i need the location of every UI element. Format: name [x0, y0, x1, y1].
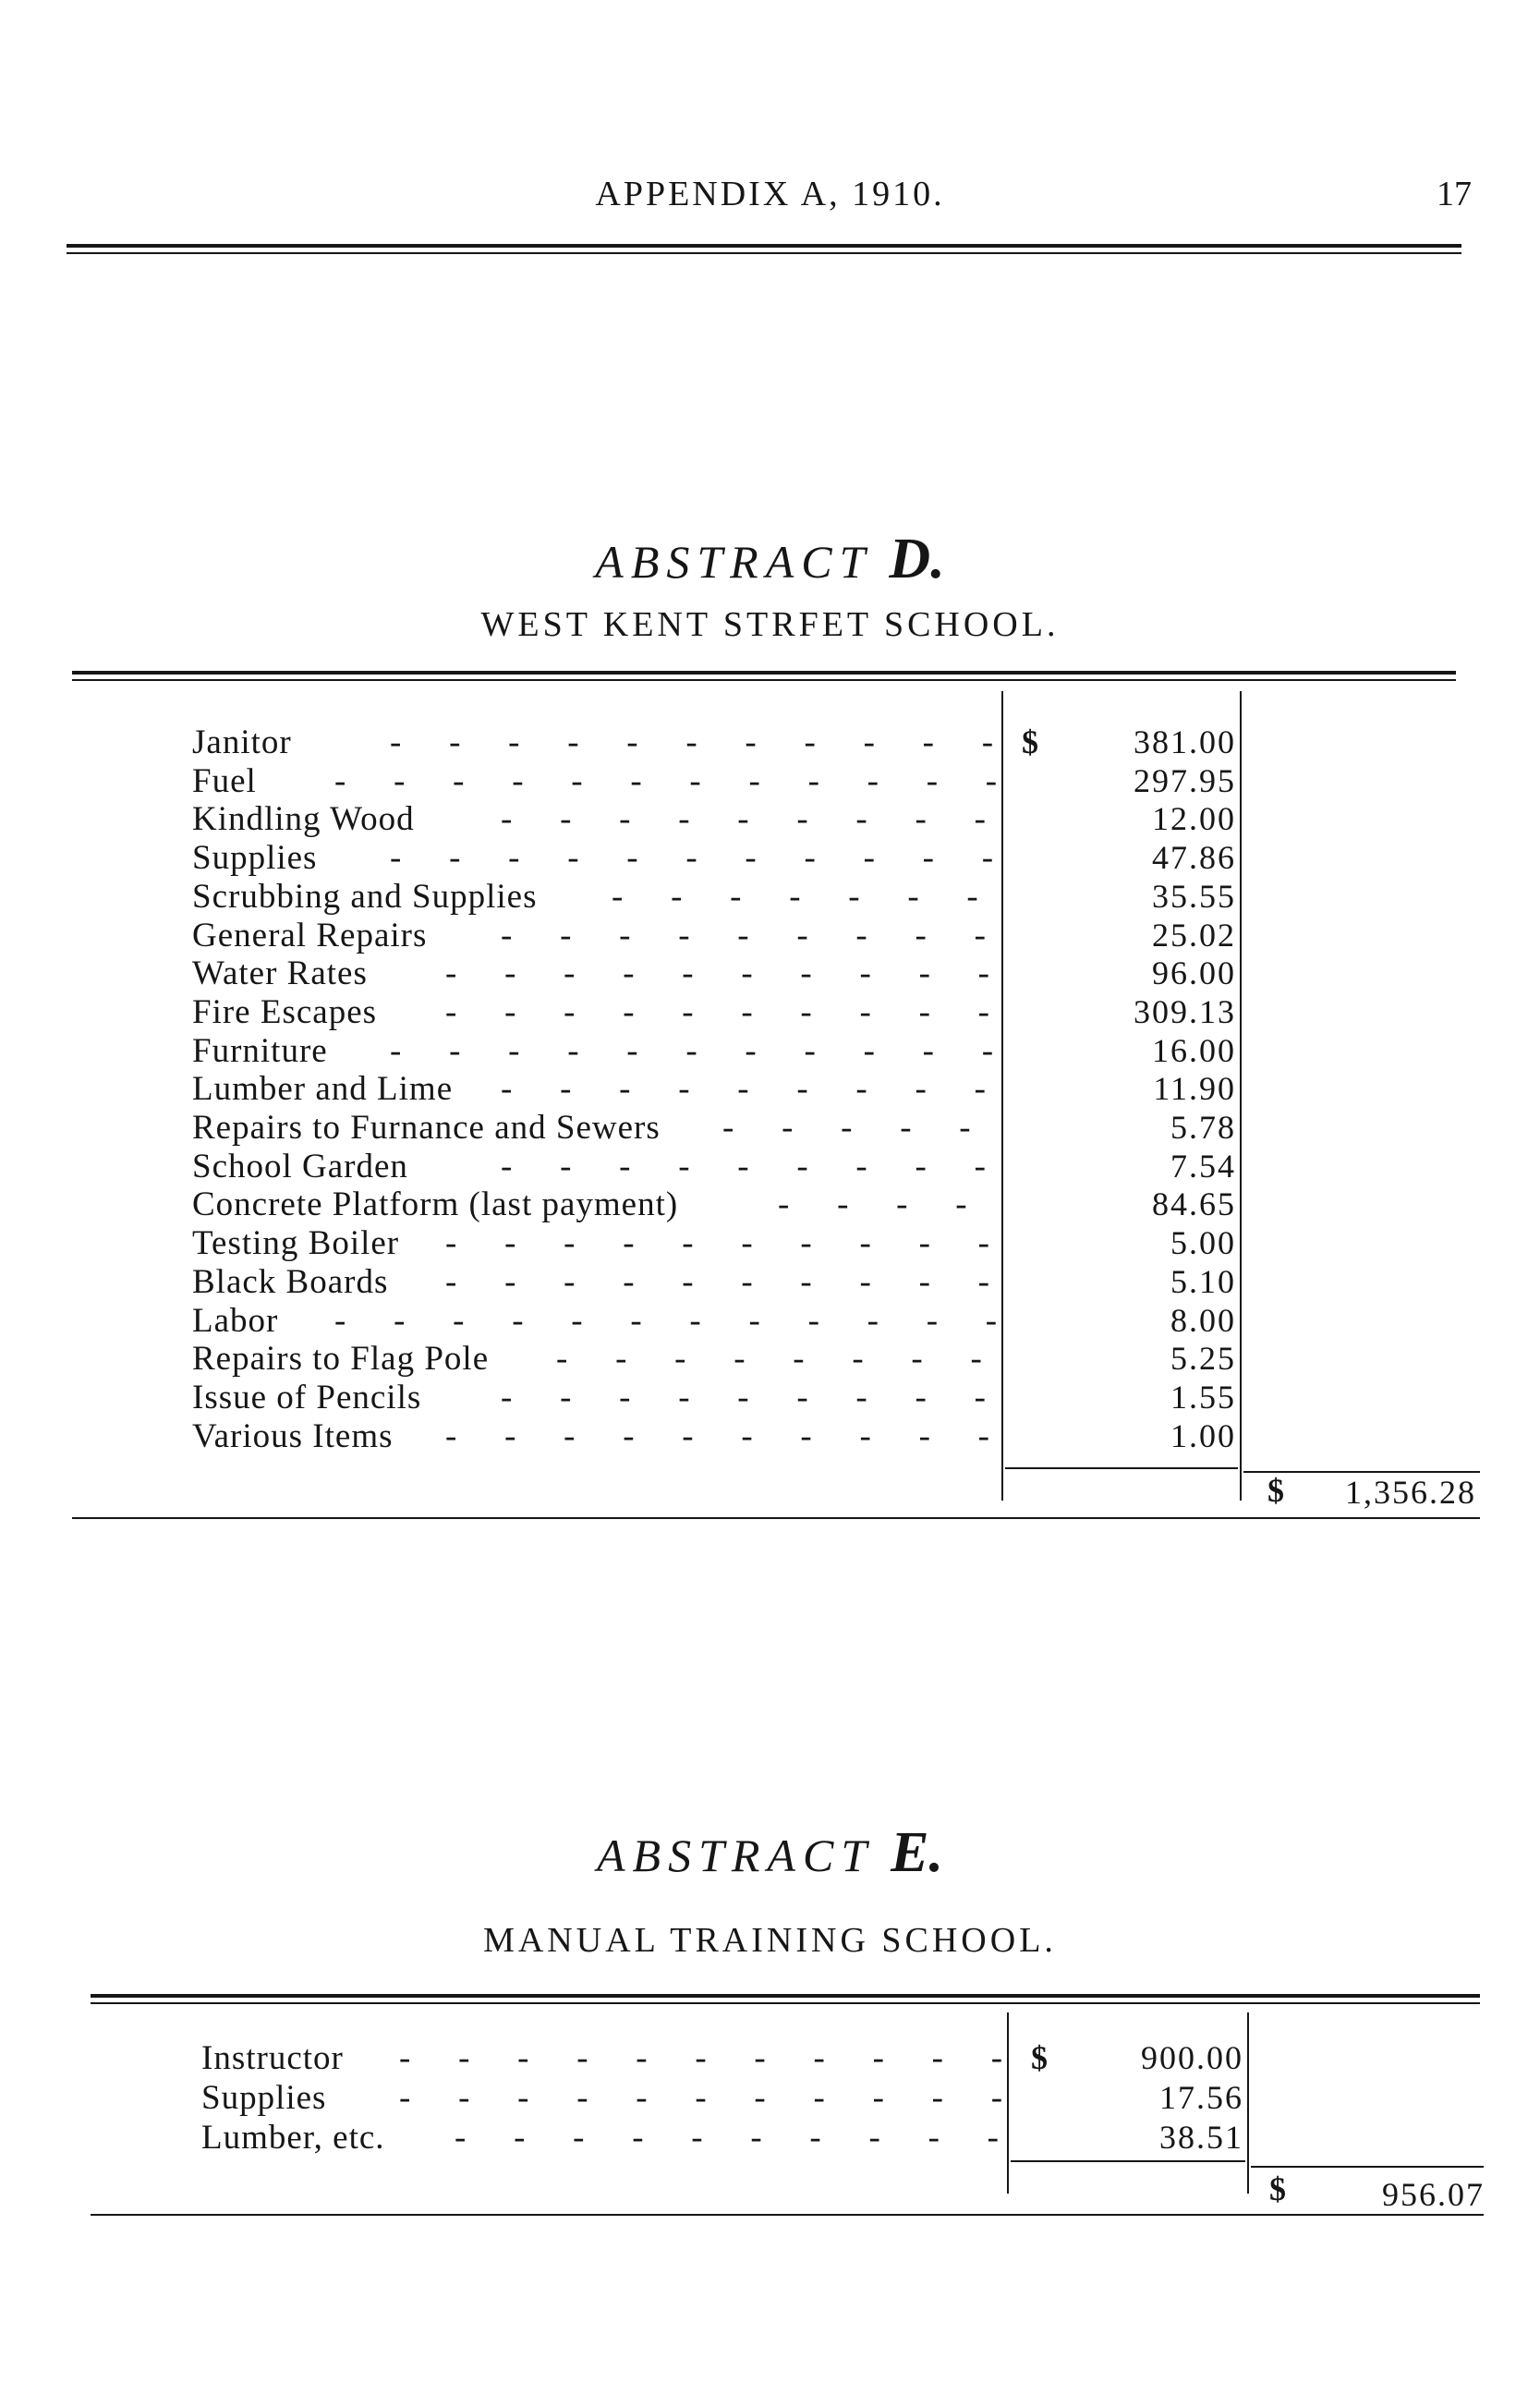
abstract-d-item-row [0, 992, 1540, 1031]
abstract-d-item-leader-dashes: - - - - - - - - - - - [390, 1031, 1000, 1070]
abstract-d-item-row [0, 761, 1540, 800]
running-head [0, 174, 1540, 220]
abstract-e-item-leader-dashes: - - - - - - - - - - - [399, 2079, 1009, 2117]
abstract-d-item-label: Repairs to Flag Pole [192, 1340, 490, 1379]
abstract-e-item-label: Supplies [201, 2079, 327, 2117]
abstract-d-item-label: Repairs to Furnance and Sewers [192, 1109, 661, 1147]
abstract-e-item-label: Instructor [201, 2039, 344, 2077]
abstract-d-bottom-rule [72, 1517, 1480, 1519]
abstract-e-item-amount: 900.00 [1141, 2039, 1243, 2076]
abstract-d-item-row [0, 1378, 1540, 1416]
abstract-d-item-leader-dashes: - - - - - - - - - [501, 800, 991, 839]
abstract-d-item-amount: 5.10 [1170, 1262, 1236, 1300]
abstract-d-item-row [0, 1069, 1540, 1108]
abstract-e-currency-sign: $ [1031, 2039, 1048, 2076]
abstract-e-total: 956.07 [1382, 2176, 1485, 2213]
abstract-d-item-row [0, 877, 1540, 916]
abstract-d-item-amount: 8.00 [1170, 1301, 1236, 1339]
abstract-d-item-row [0, 799, 1540, 838]
abstract-d-item-label: Various Items [192, 1416, 394, 1455]
abstract-d-column-rule-right [1240, 691, 1242, 1501]
abstract-d-column-rule-left [1001, 691, 1003, 1501]
abstract-d-item-leader-dashes: - - - - - - - - - - [445, 1416, 995, 1455]
abstract-d-item-row [0, 1031, 1540, 1070]
abstract-e-subtotal-rule [1011, 2160, 1245, 2162]
abstract-d-item-amount: 35.55 [1152, 877, 1236, 915]
abstract-e-item-row [0, 2038, 1540, 2077]
abstract-d-item-amount: 381.00 [1134, 723, 1236, 760]
abstract-d-item-leader-dashes: - - - - - - - - - - - [390, 723, 1000, 761]
abstract-d-item-leader-dashes: - - - - [778, 1185, 973, 1224]
abstract-d-item-amount: 12.00 [1152, 800, 1236, 838]
abstract-d-top-rule [72, 671, 1456, 681]
abstract-d-item-label: Lumber and Lime [192, 1070, 454, 1109]
abstract-d-item-row [0, 1223, 1540, 1262]
abstract-e-item-label: Lumber, etc. [201, 2119, 385, 2157]
abstract-d-letter: D. [889, 528, 945, 590]
abstract-d-item-leader-dashes: - - - - - - - - - [501, 1378, 991, 1416]
abstract-d-item-leader-dashes: - - - - - - - - - - [445, 1262, 995, 1301]
abstract-d-total-currency-sign: $ [1267, 1472, 1284, 1509]
abstract-d-item-amount: 25.02 [1152, 916, 1236, 954]
abstract-d-item-label: Black Boards [192, 1262, 389, 1301]
abstract-d-item-row [0, 1339, 1540, 1378]
abstract-d-item-amount: 96.00 [1152, 954, 1236, 992]
abstract-d-item-leader-dashes: - - - - - - - - - - [445, 954, 995, 993]
abstract-d-item-leader-dashes: - - - - - - - - - - [445, 1224, 995, 1263]
abstract-d-item-label: School Garden [192, 1147, 408, 1185]
abstract-d-item-label: Testing Boiler [192, 1224, 400, 1263]
abstract-d-item-label: Janitor [192, 723, 292, 761]
abstract-e-item-leader-dashes: - - - - - - - - - - - [399, 2039, 1009, 2077]
abstract-e-item-row [0, 2118, 1540, 2157]
abstract-d-item-amount: 5.78 [1170, 1109, 1236, 1146]
abstract-e-total-rule [1251, 2166, 1484, 2168]
abstract-d-item-label: Furniture [192, 1031, 328, 1070]
page-number: 17 [1437, 175, 1472, 213]
abstract-d-item-leader-dashes: - - - - - - - - - [501, 1070, 991, 1109]
abstract-d-item-amount: 1.00 [1170, 1416, 1236, 1454]
abstract-d-item-amount: 11.90 [1153, 1070, 1236, 1108]
abstract-d-subtotal-rule [1005, 1467, 1238, 1469]
abstract-e-bottom-rule [91, 2214, 1484, 2216]
abstract-d-item-label: Water Rates [192, 954, 368, 993]
abstract-d-item-amount: 84.65 [1152, 1185, 1236, 1223]
abstract-d-item-label: Fire Escapes [192, 992, 378, 1031]
abstract-e-school-name: MANUAL TRAINING SCHOOL. [483, 1921, 1057, 1960]
abstract-d-total: 1,356.28 [1345, 1474, 1476, 1511]
abstract-d-item-leader-dashes: - - - - - - - - [556, 1340, 988, 1379]
abstract-d-item-row [0, 1301, 1540, 1340]
abstract-d-item-row [0, 1416, 1540, 1455]
abstract-d-item-amount: 309.13 [1134, 992, 1236, 1030]
abstract-d-school-name: WEST KENT STRFET SCHOOL. [480, 605, 1060, 644]
abstract-e-total-currency-sign: $ [1269, 2170, 1286, 2207]
abstract-d-item-row [0, 954, 1540, 992]
abstract-e-item-amount: 38.51 [1159, 2119, 1243, 2156]
abstract-d-item-leader-dashes: - - - - - - - - - - [445, 992, 995, 1031]
abstract-d-item-leader-dashes: - - - - - - - - - - - - [334, 1301, 1003, 1340]
abstract-d-item-label: Kindling Wood [192, 800, 415, 839]
abstract-d-item-label: Issue of Pencils [192, 1378, 422, 1416]
abstract-d-item-label: Concrete Platform (last payment) [192, 1185, 679, 1224]
abstract-d-title [0, 527, 1540, 592]
abstract-d-item-row [0, 1147, 1540, 1185]
abstract-d-item-row [0, 723, 1540, 761]
abstract-e-item-amount: 17.56 [1159, 2079, 1243, 2116]
abstract-d-item-row [0, 1262, 1540, 1301]
abstract-d-currency-sign: $ [1022, 723, 1038, 760]
abstract-d-item-row [0, 916, 1540, 954]
abstract-d-item-row [0, 1108, 1540, 1147]
abstract-d-item-label: Fuel [192, 761, 257, 800]
abstract-d-item-leader-dashes: - - - - - - - - - [501, 916, 991, 954]
abstract-e-top-rule [91, 1994, 1480, 2004]
abstract-d-item-leader-dashes: - - - - - - - - - - - - [334, 761, 1003, 800]
abstract-d-item-label: Supplies [192, 839, 318, 878]
abstract-e-item-leader-dashes: - - - - - - - - - - [455, 2119, 1004, 2157]
abstract-d-total-rule [1243, 1471, 1480, 1473]
abstract-e-title [0, 1820, 1540, 1886]
abstract-d-title-text: ABSTRACT [595, 536, 873, 588]
header-rule [67, 244, 1461, 254]
abstract-d-item-amount: 47.86 [1152, 839, 1236, 877]
abstract-d-item-amount: 7.54 [1170, 1147, 1236, 1185]
abstract-d-item-leader-dashes: - - - - - - - - - [501, 1147, 991, 1185]
abstract-d-item-amount: 297.95 [1134, 761, 1236, 799]
abstract-d-item-leader-dashes: - - - - - - - - - - - [390, 839, 1000, 878]
abstract-e-title-text: ABSTRACT [597, 1830, 875, 1881]
abstract-d-item-amount: 5.25 [1170, 1340, 1236, 1378]
abstract-d-item-row [0, 838, 1540, 877]
abstract-e-column-rule-right [1247, 2012, 1249, 2194]
abstract-e-item-row [0, 2078, 1540, 2117]
abstract-d-item-label: General Repairs [192, 916, 428, 954]
abstract-d-item-amount: 1.55 [1170, 1378, 1236, 1416]
abstract-e-letter: E. [891, 1821, 943, 1884]
abstract-d-item-row [0, 1185, 1540, 1223]
abstract-d-item-label: Scrubbing and Supplies [192, 877, 538, 916]
abstract-d-item-leader-dashes: - - - - - - - [612, 877, 984, 916]
abstract-e-column-rule-left [1007, 2012, 1009, 2194]
abstract-d-item-label: Labor [192, 1301, 279, 1340]
abstract-d-item-leader-dashes: - - - - - [722, 1109, 976, 1147]
abstract-d-item-amount: 5.00 [1170, 1224, 1236, 1262]
running-title: APPENDIX A, 1910. [595, 175, 945, 213]
abstract-d-item-amount: 16.00 [1152, 1031, 1236, 1069]
